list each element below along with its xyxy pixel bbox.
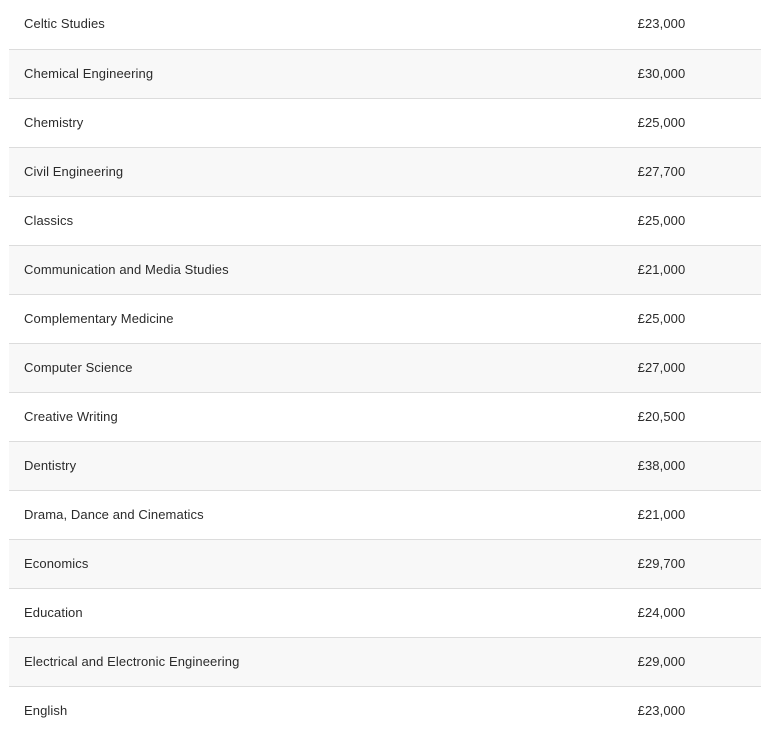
table-row bbox=[9, 294, 761, 343]
salary-cell: £25,000 bbox=[637, 310, 686, 326]
salary-table-container bbox=[9, 0, 761, 735]
salary-cell: £21,000 bbox=[637, 261, 686, 277]
subject-cell: Chemistry bbox=[24, 114, 84, 130]
subject-cell: Drama, Dance and Cinematics bbox=[24, 506, 204, 522]
subject-cell: Communication and Media Studies bbox=[24, 261, 229, 277]
salary-cell: £23,000 bbox=[637, 16, 686, 32]
subject-cell: Education bbox=[24, 604, 83, 620]
salary-cell: £25,000 bbox=[637, 212, 686, 228]
subject-cell: Computer Science bbox=[24, 359, 133, 375]
table-row bbox=[9, 392, 761, 441]
salary-cell: £25,000 bbox=[637, 114, 686, 130]
subject-cell: Electrical and Electronic Engineering bbox=[24, 653, 240, 669]
table-row bbox=[9, 441, 761, 490]
salary-cell: £38,000 bbox=[637, 457, 686, 473]
salary-cell: £24,000 bbox=[637, 604, 686, 620]
subject-cell: Chemical Engineering bbox=[24, 65, 154, 81]
table-row bbox=[9, 49, 761, 98]
salary-cell: £20,500 bbox=[637, 408, 686, 424]
subject-cell: English bbox=[24, 702, 68, 718]
subject-cell: Classics bbox=[24, 212, 74, 228]
salary-cell: £21,000 bbox=[637, 506, 686, 522]
table-row bbox=[9, 196, 761, 245]
salary-cell: £29,700 bbox=[637, 555, 686, 571]
table-row bbox=[9, 539, 761, 588]
subject-cell: Dentistry bbox=[24, 457, 77, 473]
subject-cell: Economics bbox=[24, 555, 89, 571]
subject-cell: Creative Writing bbox=[24, 408, 118, 424]
subject-cell: Celtic Studies bbox=[24, 16, 105, 32]
table-row bbox=[9, 98, 761, 147]
salary-table bbox=[9, 0, 761, 735]
salary-cell: £29,000 bbox=[637, 653, 686, 669]
table-row bbox=[9, 343, 761, 392]
salary-cell: £27,000 bbox=[637, 359, 686, 375]
table-row bbox=[9, 637, 761, 686]
salary-cell: £27,700 bbox=[637, 163, 686, 179]
table-row bbox=[9, 588, 761, 637]
salary-table-body bbox=[9, 0, 761, 735]
table-row bbox=[9, 490, 761, 539]
table-row bbox=[9, 245, 761, 294]
table-row bbox=[9, 147, 761, 196]
subject-cell: Civil Engineering bbox=[24, 163, 124, 179]
table-row bbox=[9, 686, 761, 735]
salary-cell: £30,000 bbox=[637, 65, 686, 81]
table-row bbox=[9, 0, 761, 49]
salary-cell: £23,000 bbox=[637, 702, 686, 718]
subject-cell: Complementary Medicine bbox=[24, 310, 174, 326]
